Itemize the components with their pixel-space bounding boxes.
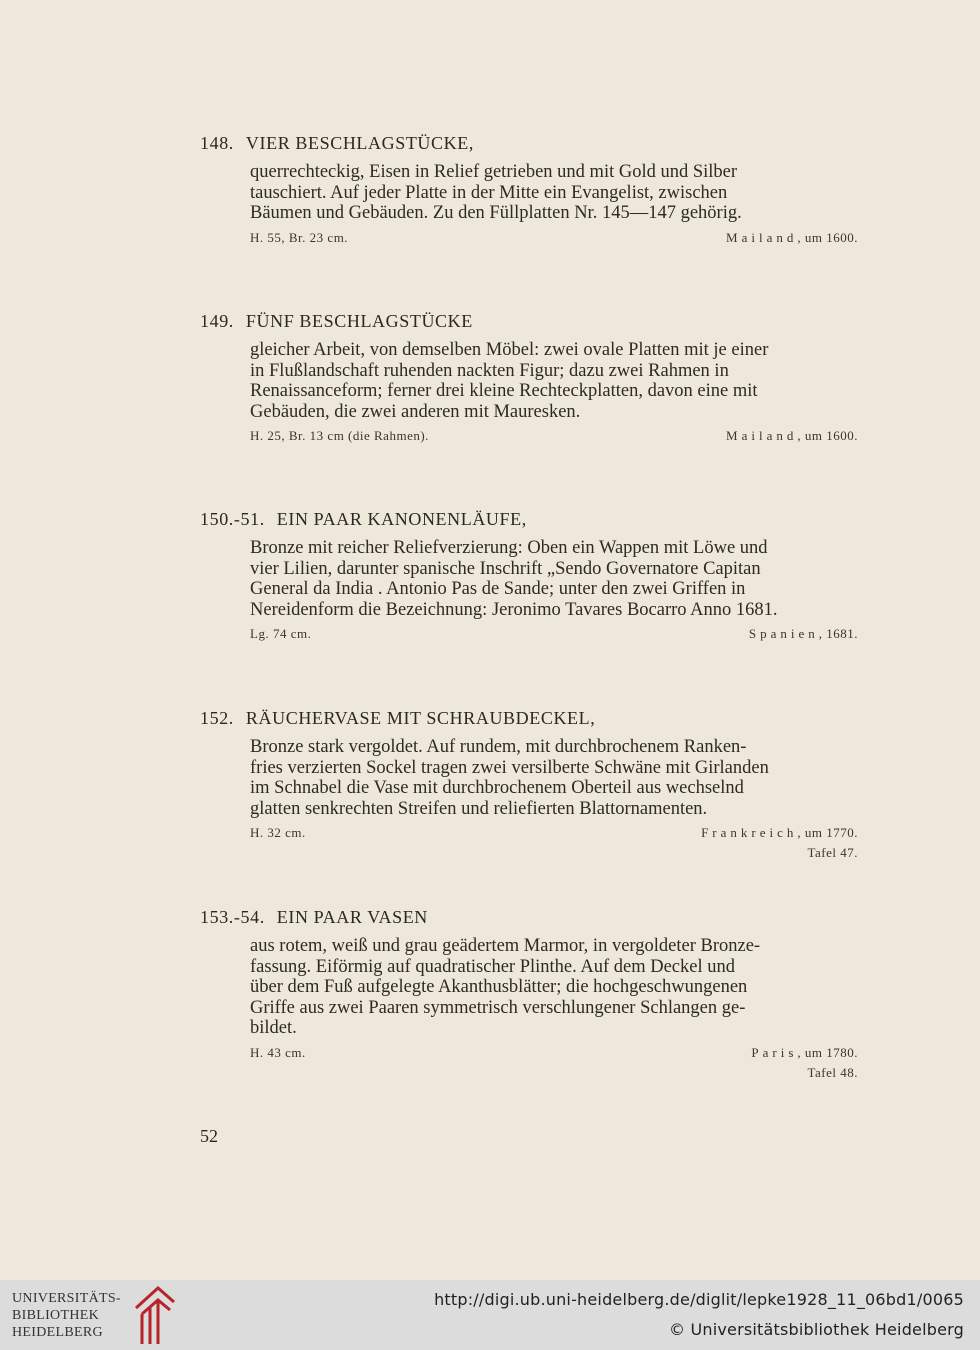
entry-dimensions: H. 32 cm. xyxy=(250,825,306,840)
entry-heading xyxy=(200,906,858,928)
entry-meta xyxy=(250,1043,858,1063)
description-line: fries verzierten Sockel tragen zwei versilberte Schwäne mit Girlanden xyxy=(250,757,769,778)
entry-plate-reference: Tafel 47. xyxy=(807,845,858,860)
description-line: Gebäuden, die zwei anderen mit Mauresken. xyxy=(250,401,581,422)
entry-dimensions: H. 43 cm. xyxy=(250,1044,306,1060)
library-logo-icon xyxy=(130,1284,180,1346)
description-line: gleicher Arbeit, von demselben Möbel: zwei ovale Platten mit je einer xyxy=(250,340,769,360)
entry-origin xyxy=(751,1043,858,1063)
entry-heading xyxy=(200,132,858,154)
description-line: vier Lilien, darunter spanische Inschrift „Sendo Governatore Capitan xyxy=(250,558,761,579)
entry-dimensions: H. 25, Br. 13 cm (die Rahmen). xyxy=(250,428,429,443)
entry-meta xyxy=(250,426,858,446)
entry-dimensions: H. 55, Br. 23 cm. xyxy=(250,229,349,245)
description-line: Bäumen und Gebäuden. Zu den Füllplatten Nr. 145—147 gehörig. xyxy=(250,203,742,223)
description-line: glatten senkrechten Streifen und reliefierten Blattornamenten. xyxy=(250,798,708,819)
entry-number: 153.-54. xyxy=(200,907,265,927)
entry-title: VIER BESCHLAGSTÜCKE, xyxy=(245,133,474,153)
description-line: im Schnabel die Vase mit durchbrochenem Oberteil aus wechselnd xyxy=(250,778,744,798)
origin-date: , um 1770. xyxy=(797,825,858,840)
entry-number: 152. xyxy=(200,708,234,728)
entry-description xyxy=(250,737,858,819)
library-name xyxy=(12,1290,121,1341)
description-line: über dem Fuß aufgelegte Akanthusblätter; die hochgeschwungenen xyxy=(250,977,748,997)
entry-number: 148. xyxy=(200,133,234,153)
origin-place: Mailand xyxy=(726,229,798,245)
entry-number: 150.-51. xyxy=(200,509,265,529)
entry-description xyxy=(250,162,858,224)
entry-meta xyxy=(250,823,858,843)
page-number: 52 xyxy=(200,1126,218,1146)
catalog-entry-153-54 xyxy=(200,906,858,1083)
origin-date: , um 1780. xyxy=(797,1044,858,1060)
library-name-line: UNIVERSITÄTS- xyxy=(12,1291,121,1306)
catalog-entry-149 xyxy=(200,310,858,446)
origin-place: Mailand xyxy=(726,428,798,443)
entry-heading xyxy=(200,508,858,530)
origin-place: Spanien xyxy=(748,626,819,641)
origin-date: , um 1600. xyxy=(797,229,858,245)
entry-meta xyxy=(250,228,858,248)
origin-place: Frankreich xyxy=(701,825,798,840)
footer-bar xyxy=(0,1280,980,1350)
catalog-entry-152 xyxy=(200,707,858,863)
entry-origin xyxy=(726,228,858,248)
description-line: tauschiert. Auf jeder Platte in der Mitte ein Evangelist, zwischen xyxy=(250,182,728,203)
entry-origin xyxy=(749,624,858,644)
description-line: in Flußlandschaft ruhenden nackten Figur; dazu zwei Rahmen in xyxy=(250,360,729,381)
catalog-entry-150-51 xyxy=(200,508,858,644)
entry-origin xyxy=(701,823,858,843)
description-line: Bronze mit reicher Reliefverzierung: Oben ein Wappen mit Löwe und xyxy=(250,538,768,558)
entry-heading xyxy=(200,310,858,332)
entry-heading xyxy=(200,707,858,729)
entry-meta xyxy=(250,624,858,644)
catalog-entry-148 xyxy=(200,132,858,248)
origin-place: Paris xyxy=(751,1044,798,1060)
library-name-line: HEIDELBERG xyxy=(12,1325,103,1340)
description-line: General da India . Antonio Pas de Sande; unter den zwei Griffen in xyxy=(250,579,746,599)
description-line: aus rotem, weiß und grau geädertem Marmor, in vergoldeter Bronze- xyxy=(250,936,761,956)
description-line: Griffe aus zwei Paaren symmetrisch verschlungener Schlangen ge- xyxy=(250,997,746,1018)
description-line: fassung. Eiförmig auf quadratischer Plinthe. Auf dem Deckel und xyxy=(250,956,735,977)
entry-title: FÜNF BESCHLAGSTÜCKE xyxy=(245,311,473,331)
origin-date: , um 1600. xyxy=(797,428,858,443)
copyright-notice: © Universitätsbibliothek Heidelberg xyxy=(668,1320,964,1339)
origin-date: , 1681. xyxy=(818,626,858,641)
entry-title: EIN PAAR VASEN xyxy=(276,907,428,927)
library-name-line: BIBLIOTHEK xyxy=(12,1308,99,1323)
entry-title: RÄUCHERVASE MIT SCHRAUBDECKEL, xyxy=(245,708,596,728)
entry-dimensions: Lg. 74 cm. xyxy=(250,626,312,641)
entry-plate-reference: Tafel 48. xyxy=(807,1064,858,1080)
entry-description xyxy=(250,936,858,1039)
entry-number: 149. xyxy=(200,311,234,331)
description-line: Nereidenform die Bezeichnung: Jeronimo Tavares Bocarro Anno 1681. xyxy=(250,599,778,620)
description-line: bildet. xyxy=(250,1018,297,1038)
description-line: querrechteckig, Eisen in Relief getrieben und mit Gold und Silber xyxy=(250,162,738,182)
entry-title: EIN PAAR KANONENLÄUFE, xyxy=(276,509,527,529)
entry-description xyxy=(250,340,858,422)
description-line: Bronze stark vergoldet. Auf rundem, mit durchbrochenem Ranken- xyxy=(250,737,747,757)
entry-origin xyxy=(726,426,858,446)
source-url-link[interactable]: http://digi.ub.uni-heidelberg.de/diglit/lepke1928_11_06bd1/0065 xyxy=(434,1290,964,1309)
description-line: Renaissanceform; ferner drei kleine Rechteckplatten, davon eine mit xyxy=(250,381,758,401)
entry-description xyxy=(250,538,858,620)
